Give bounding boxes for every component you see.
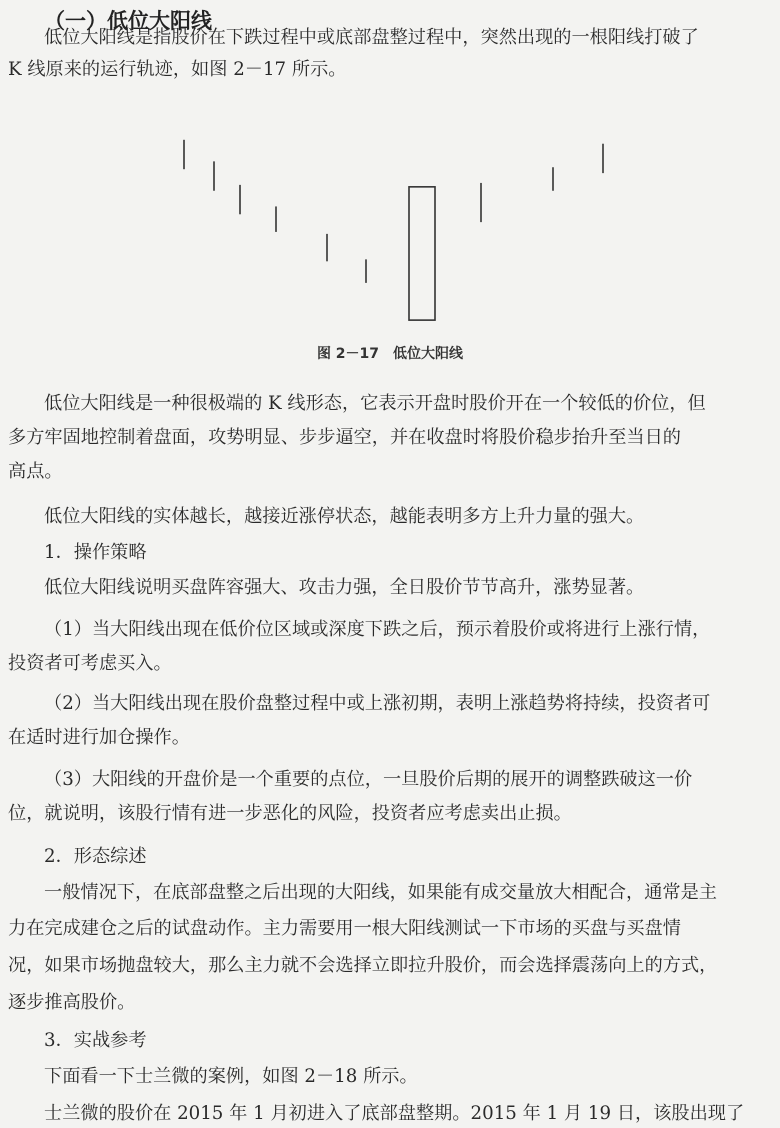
subheading-reference: 3．实战参考 — [44, 1030, 147, 1051]
figure-caption: 图 2－17 低位大阳线 — [316, 346, 464, 362]
strategy-line: 低位大阳线说明买盘阵容强大、攻击力强，全日股价节节高升，涨势显著。 — [44, 577, 645, 598]
item2-line-1: （2）当大阳线出现在股价盘整过程中或上涨初期，表明上涨趋势将持续，投资者可 — [44, 693, 711, 714]
summary-line-1: 一般情况下，在底部盘整之后出现的大阳线，如果能有成交量放大相配合，通常是主 — [44, 882, 717, 903]
intro-line-2: K 线原来的运行轨迹，如图 2－17 所示。 — [8, 59, 347, 80]
item2-line-2: 在适时进行加仓操作。 — [8, 727, 190, 748]
item1-line-2: 投资者可考虑买入。 — [8, 653, 172, 674]
ref-line-1: 下面看一下士兰微的案例，如图 2－18 所示。 — [44, 1066, 418, 1087]
desc-line-3: 高点。 — [8, 461, 63, 482]
ref-line-2: 士兰微的股价在 2015 年 1 月初进入了底部盘整期。2015 年 1 月 19 日，该股出现了 — [44, 1103, 745, 1124]
desc-line-1: 低位大阳线是一种很极端的 K 线形态，它表示开盘时股价开在一个较低的价位，但 — [44, 393, 706, 414]
subheading-strategy: 1．操作策略 — [44, 542, 147, 563]
item3-line-1: （3）大阳线的开盘价是一个重要的点位，一旦股价后期的展开的调整跌破这一价 — [44, 769, 693, 790]
desc-line-2: 多方牢固地控制着盘面，攻势明显、步步逼空，并在收盘时将股价稳步抬升至当日的 — [8, 427, 681, 448]
section-heading: （一）低位大阳线 — [44, 9, 212, 33]
summary-line-2: 力在完成建仓之后的试盘动作。主力需要用一根大阳线测试一下市场的买盘与买盘情 — [8, 918, 681, 939]
item3-line-2: 位，就说明，该股行情有进一步恶化的风险，投资者应考虑卖出止损。 — [8, 803, 572, 824]
summary-line-3: 况，如果市场抛盘较大，那么主力就不会选择立即拉升股价，而会选择震荡向上的方式， — [8, 955, 718, 976]
candlestick-chart — [0, 0, 780, 340]
summary-line-4: 逐步推高股价。 — [8, 992, 136, 1013]
candle-big-yang — [409, 187, 435, 320]
intro-line-1: 低位大阳线是指股价在下跌过程中或底部盘整过程中，突然出现的一根阳线打破了 — [44, 27, 699, 48]
subheading-summary: 2．形态综述 — [44, 846, 147, 867]
item1-line-1: （1）当大阳线出现在低价位区域或深度下跌之后，预示着股价或将进行上涨行情， — [44, 619, 711, 640]
body-line: 低位大阳线的实体越长，越接近涨停状态，越能表明多方上升力量的强大。 — [44, 506, 645, 527]
